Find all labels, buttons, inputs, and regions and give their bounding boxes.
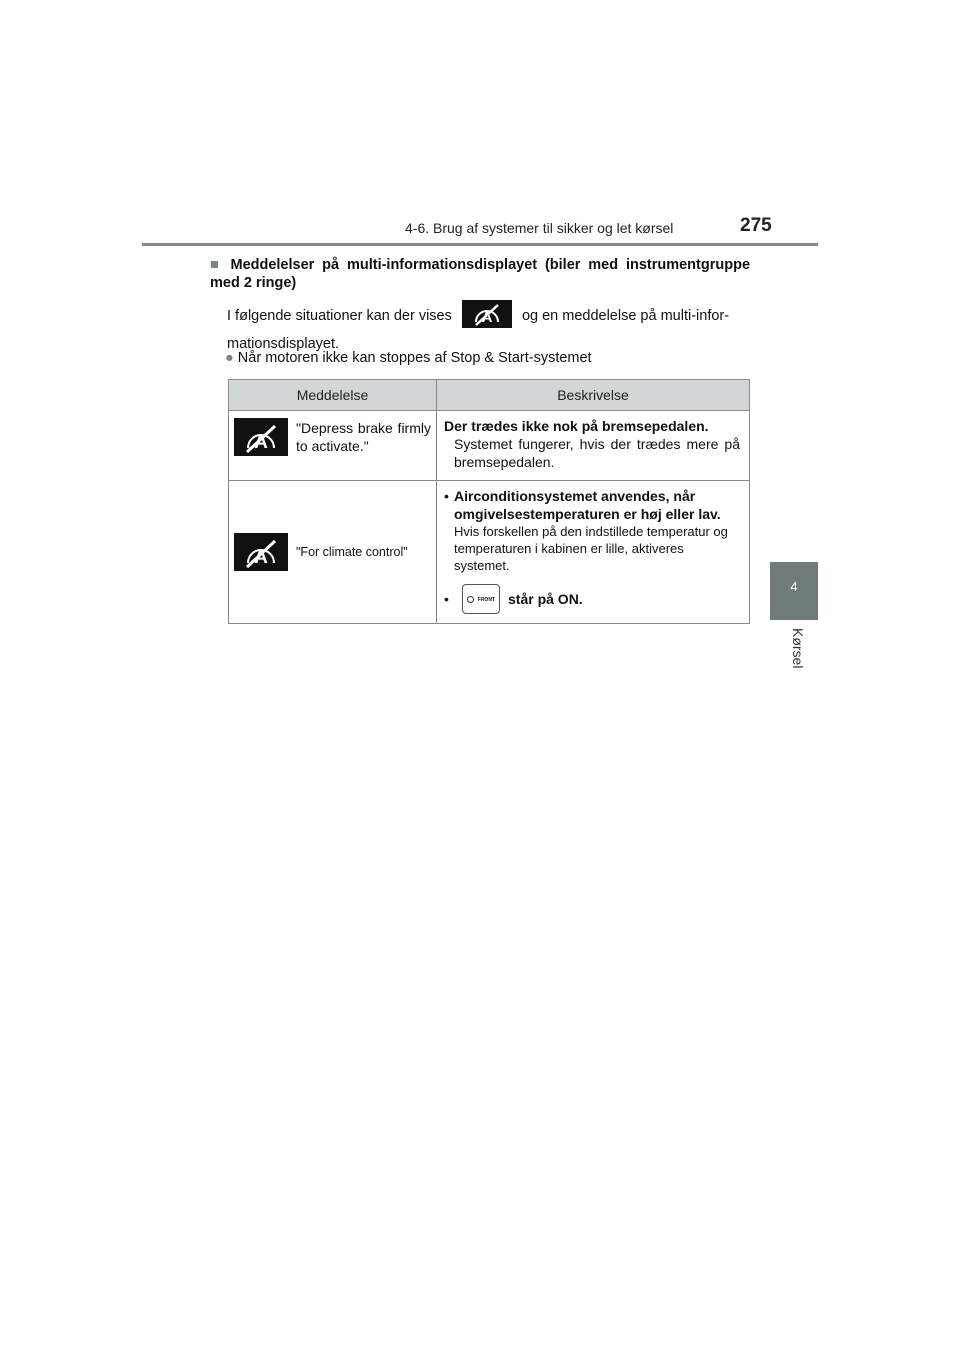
front-defroster-icon [462, 584, 500, 614]
description-bold: står på ON. [508, 591, 583, 607]
description-bold: Der trædes ikke nok på bremsepedalen. [444, 418, 709, 434]
bullet-text: Når motoren ikke kan stoppes af Stop & Start-systemet [237, 350, 592, 366]
header-title: 4-6. Brug af systemer til sikker og let kørsel [405, 220, 674, 236]
message-cell [229, 481, 437, 624]
message-text: "Depress brake firmly to activate." [296, 420, 431, 454]
circle-bullet-icon: ● [225, 350, 234, 366]
table-header-description: Beskrivelse [437, 380, 750, 411]
description-cell [437, 411, 750, 481]
list-item [444, 584, 740, 614]
section-heading-text: Meddelelser på multi-informationsdisplayet (biler med instrumentgruppe med 2 ringe) [210, 257, 751, 291]
chapter-tab[interactable]: 4 [770, 562, 818, 620]
page-number: 275 [740, 215, 772, 236]
square-bullet-icon: ■ [210, 257, 223, 273]
chapter-label: Kørsel [790, 628, 806, 669]
dot-bullet-icon: • [444, 488, 449, 504]
description-bold: Airconditionsystemet anvendes, når omgivelsestemperaturen er høj eller lav. [454, 488, 721, 522]
table-header-message: Meddelelse [229, 380, 437, 411]
intro-text-after: og en meddelelse på multi-infor-mationsdisplayet. [227, 308, 730, 353]
section-heading [210, 256, 750, 292]
bullet-line [225, 350, 592, 366]
list-item [444, 487, 740, 523]
svg-text:A: A [481, 309, 493, 327]
svg-text:A: A [254, 547, 268, 568]
stop-start-off-icon [234, 533, 288, 571]
svg-text:A: A [254, 432, 268, 453]
message-cell [229, 411, 437, 481]
table-row [229, 411, 750, 481]
message-table [228, 379, 750, 624]
front-button-label: FRONT [477, 597, 495, 603]
stop-start-off-icon [234, 418, 288, 456]
description-text: Hvis forskellen på den indstillede temperatur og temperaturen i kabinen er lille, aktiveres systemet. [454, 524, 728, 573]
stop-start-off-icon [462, 300, 512, 328]
header-rule [142, 243, 818, 246]
dot-bullet-icon: • [444, 591, 449, 607]
table-row [229, 481, 750, 624]
description-text: Systemet fungerer, hvis der trædes mere på bremsepedalen. [454, 436, 740, 470]
description-cell [437, 481, 750, 624]
intro-text-before: I følgende situationer kan der vises [227, 308, 452, 324]
message-text: "For climate control" [296, 545, 408, 559]
